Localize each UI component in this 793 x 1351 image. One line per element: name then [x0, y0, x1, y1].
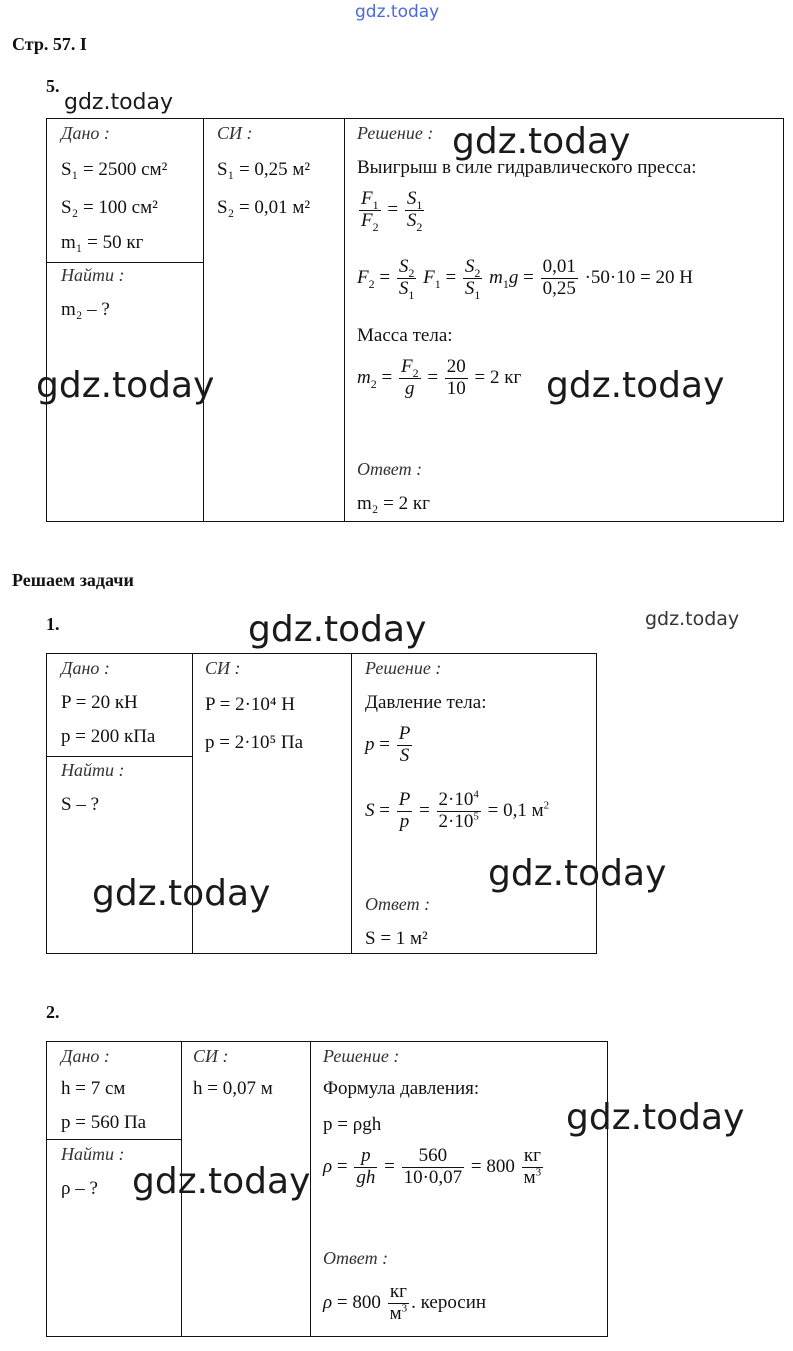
problem-5-table [46, 118, 784, 522]
answer-label: Ответ : [323, 1248, 389, 1268]
given-item: h = 7 см [61, 1078, 126, 1099]
watermark: gdz.today [488, 853, 667, 894]
solution-label: Решение : [365, 658, 442, 678]
formula-f2: $F_2$ = $\frac{S_2}{S_1}$ $F_1$ = $\frac{S_2}{S_1}$ $m_1g$ = $\frac{0,01}{0,25}$ ·50·10 = 20 Н [357, 256, 693, 302]
given-item: p = 560 Па [61, 1112, 147, 1133]
given-item: P = 20 кН [61, 692, 138, 713]
si-label: СИ : [205, 658, 241, 678]
given-item: m₁ = 50 кг [61, 232, 144, 253]
watermark: gdz.today [64, 90, 174, 115]
solution-heading: Выигрыш в силе гидравлического пресса: [357, 157, 697, 178]
si-item: S₁ = 0,25 м² [217, 159, 311, 180]
answer-label: Ответ : [365, 894, 431, 914]
answer-value: ρ = 800 $\frac{кг}{м^3}$ . керосин [323, 1281, 487, 1324]
solution-heading: Давление тела: [365, 692, 487, 713]
si-item: h = 0,07 м [193, 1078, 273, 1099]
watermark: gdz.today [546, 365, 725, 406]
problem-2-table [46, 1041, 608, 1337]
problem-1-number: 1. [46, 614, 60, 634]
watermark: gdz.today [566, 1097, 745, 1138]
si-item: P = 2·10⁴ Н [205, 694, 295, 715]
watermark: gdz.today [92, 873, 271, 914]
find-label: Найти : [61, 1144, 125, 1164]
si-item: S₂ = 0,01 м² [217, 197, 311, 218]
problem-5-number: 5. [46, 76, 60, 96]
answer-value: S = 1 м² [365, 928, 428, 949]
formula-basic: p = ρgh [323, 1114, 382, 1135]
watermark: gdz.today [132, 1161, 311, 1202]
si-item: p = 2·10⁵ Па [205, 732, 304, 753]
given-label: Дано : [61, 123, 110, 143]
solution-label: Решение : [323, 1046, 400, 1066]
given-item: S₂ = 100 см² [61, 197, 158, 218]
watermark-top: gdz.today [355, 2, 440, 22]
given-item: S₁ = 2500 см² [61, 159, 168, 180]
watermark: gdz.today [248, 609, 427, 650]
find-item: m₂ – ? [61, 299, 110, 320]
mass-heading: Масса тела: [357, 325, 453, 346]
formula-rho: ρ = $\frac{p}{gh}$ = $\frac{560}{10\cdot 0,07}$ = 800 $\frac{кг}{м^3}$ [323, 1145, 542, 1188]
find-label: Найти : [61, 265, 125, 285]
answer-value: m₂ = 2 кг [357, 493, 430, 514]
watermark: gdz.today [645, 608, 740, 630]
watermark: gdz.today [36, 365, 215, 406]
answer-suffix: . керосин [411, 1292, 487, 1314]
given-label: Дано : [61, 1046, 110, 1066]
problem-2-number: 2. [46, 1002, 60, 1022]
watermark: gdz.today [452, 121, 631, 162]
si-label: СИ : [217, 123, 253, 143]
solution-label: Решение : [357, 123, 434, 143]
solution-heading: Формула давления: [323, 1078, 480, 1099]
find-label: Найти : [61, 760, 125, 780]
formula-m2: $m_2$ = $\frac{F_2}{g}$ = $\frac{20}{10}$ = 2 кг [357, 356, 522, 399]
answer-label: Ответ : [357, 459, 423, 479]
formula-ratio: $\frac{F_1}{F_2}$ = $\frac{S_1}{S_2}$ [361, 188, 423, 234]
given-item: p = 200 кПа [61, 726, 156, 747]
given-label: Дано : [61, 658, 110, 678]
find-item: S – ? [61, 794, 99, 815]
find-item: ρ – ? [61, 1178, 98, 1199]
page-header: Стр. 57. I [12, 34, 87, 54]
formula-s: S = $\frac{P}{p}$ = $\frac{2\cdot 10^4}{2\cdot 10^5}$ = 0,1 $м^2$ [365, 788, 550, 832]
si-label: СИ : [193, 1046, 229, 1066]
section-title: Решаем задачи [12, 570, 134, 590]
formula-p: p = $\frac{P}{S}$ [365, 723, 411, 766]
